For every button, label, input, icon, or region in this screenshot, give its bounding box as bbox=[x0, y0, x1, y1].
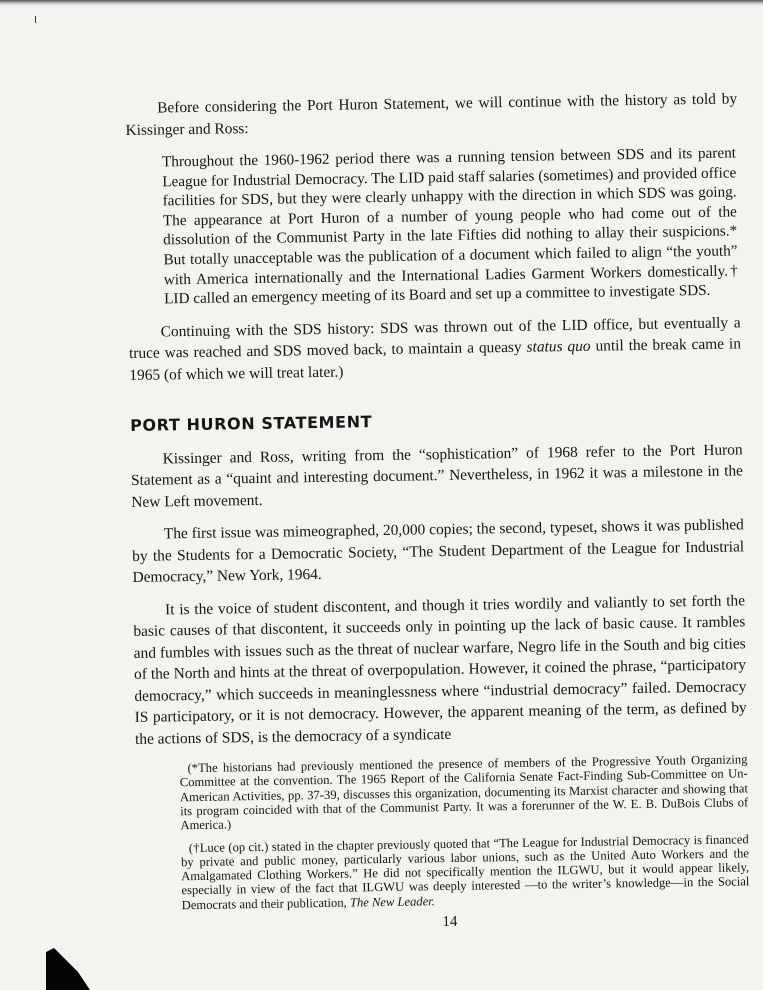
continuing-paragraph bbox=[129, 312, 742, 386]
section-paragraph-2: The first issue was mimeographed, 20,000 copies; the second, typeset, shows it was published by the Students for a Democratic Society, “The Student Department of the League for Industrial Democracy,” New York, 1964. bbox=[132, 516, 745, 586]
section-heading: PORT HURON STATEMENT bbox=[129, 412, 373, 436]
continuing-text-end: until the break came in 1965 (of which we will treat later.) bbox=[129, 335, 742, 384]
status-quo-italic: status quo bbox=[526, 337, 591, 356]
footnotes bbox=[179, 752, 749, 912]
intro-paragraph: Before considering the Port Huron Statement, we will continue with the history as told by Kissinger and Ross: bbox=[125, 90, 738, 139]
footnote-dagger bbox=[181, 832, 750, 912]
scan-top-edge bbox=[0, 0, 763, 6]
block-quote: Throughout the 1960-1962 period there was a running tension between SDS and its parent League for Industrial Democracy. The LID paid staff salaries (sometimes) and provided office facilities for SDS, but they were clearly unhappy with the direction in which SDS was going. The appearance at Port Huron of a number of young people who had come out of the dissolution of the Communist Party in the late Fifties did nothing to allay their suspicions.* But totally unacceptable was the publication of a document which failed to align “the youth” with America internationally and the International Ladies Garment Workers domestically.† LID called an emergency meeting of its Board and set up a committee to investigate SDS. bbox=[161, 144, 738, 308]
section-paragraph-1: Kissinger and Ross, writing from the “sophistication” of 1968 refer to the Port Huron Statement as a “quaint and interesting document.” Nevertheless, in 1962 it was a milestone in the New Left movement. bbox=[130, 440, 744, 511]
document-page bbox=[125, 88, 750, 935]
continuing-text: Continuing with the SDS history: SDS was thrown out of the LID office, but eventually a truce was reached and SDS moved back, to maintain a queasy bbox=[128, 314, 741, 363]
scan-mark bbox=[35, 16, 36, 23]
new-leader-italic: The New Leader. bbox=[349, 893, 435, 910]
black-corner-mark bbox=[46, 948, 96, 990]
section-paragraph-3: It is the voice of student discontent, and though it tries wordily and valiantly to set forth the basic causes of that discontent, it succeeds only in pointing up the lack of basic cause. It rambles and fumbles with issues such as the threat of nuclear warfare, Negro life in the South and big cities of the North and hints at the threat of overpopulation. However, it coined the phrase, “participatory democracy,” which succeeds in meaninglessness where “industrial democracy” failed. Democracy IS participatory, or it is not democracy. However, the apparent meaning of the term, as defined by the actions of SDS, is the democracy of a syndicate bbox=[133, 591, 747, 748]
footnote-star: (*The historians had previously mentioned the presence of members of the Progressive Youth Organizing Committee at the convention. The 1965 Report of the California Senate Fact-Finding Sub-Committee on Un-American Activities, pp. 37-39, discusses this organization, documenting its Marxist character and showing that its program coincided with that of the Communist Party. It was a forerunner of the W. E. B. DuBois Clubs of America.) bbox=[179, 752, 749, 833]
footnote-dagger-text: (†Luce (op cit.) stated in the chapter previously quoted that “The League for Industrial Democracy is financed by private and public money, particularly various labor unions, such as the United Auto Workers and the Amalgamated Clothing Workers.” He did not specifically mention the ILGWU, but it would appear likely, especially in view of the fact that ILGWU was deeply interested —to the writer’s knowledge—in the Social Democrats and their publication, bbox=[180, 831, 750, 912]
page-number: 14 bbox=[442, 913, 458, 931]
